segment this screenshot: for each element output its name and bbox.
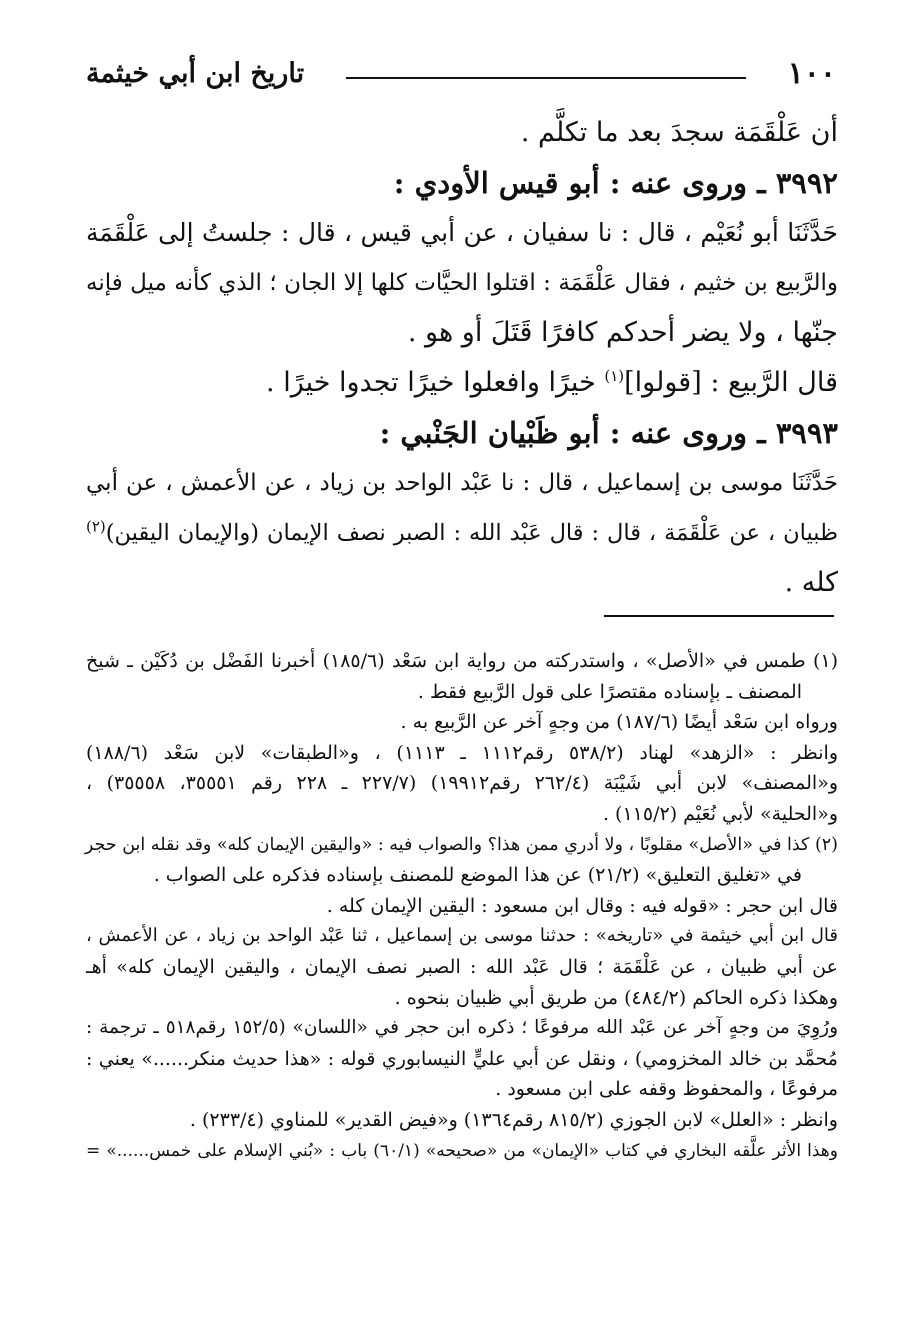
footnote-line: وانظر : «الزهد» لهناد (٥٣٨/٢ رقم١١١٢ ـ ١١١٣) ، و«الطبقات» لابن سَعْد (١٨٨/٦): [86, 741, 838, 764]
narration-heading: ٣٩٩٢ ـ وروى عنه : أبو قيس الأودي :: [393, 166, 838, 200]
page-header: [86, 52, 836, 96]
text-line: كله .: [784, 567, 838, 598]
footnote-line: (٢) كذا في «الأصل» مقلوبًا ، ولا أدري ممن هذا؟ والصواب فيه : «واليقين الإيمان كله» وقد نقله ابن حجر: [84, 834, 838, 855]
text-line: حَدَّثَنَا أبو نُعَيْم ، قال : نا سفيان ، عن أبي قيس ، قال : جلستُ إلى عَلْقَمَة: [86, 218, 838, 247]
text-line: [86, 358, 838, 408]
footnote-line: المصنف ـ بإسناده مقتصرًا على قول الرَّبيع فقط .: [417, 680, 802, 703]
footnote-line: و«المصنف» لابن أبي شَيْبَة (٢٦٢/٤ رقم١٩٩١٢) (٢٢٧/٧ ـ ٢٢٨ رقم ٣٥٥٥١، ٣٥٥٥٨) ،: [86, 772, 839, 795]
main-text: [86, 108, 838, 608]
header-rule: [346, 77, 746, 79]
text-line: حَدَّثَنَا موسى بن إسماعيل ، قال : نا عَبْد الواحد بن زياد ، عن الأعمش ، عن أبي: [86, 470, 838, 496]
footnote-line: مُحمَّد بن خالد المخزومي) ، ونقل عن أبي عليٍّ النيسابوري قوله : «هذا حديث منكر......» يعني :: [86, 1047, 838, 1070]
footnote-separator: [604, 615, 834, 617]
footnote-line: ورواه ابن سَعْد أيضًا (١٨٧/٦) من وجهٍ آخر عن الرَّبيع به .: [400, 711, 838, 734]
text-line: جنّها ، ولا يضر أحدكم كافرًا قَتَلَ أو هو .: [407, 317, 838, 348]
footnote-marker: (٢): [86, 517, 106, 536]
footnote-line: قال ابن حجر : «قوله فيه : وقال ابن مسعود : اليقين الإيمان كله .: [326, 894, 838, 917]
footnote-line: في «تغليق التعليق» (٢١/٢) عن هذا الموضع للمصنف بإسناده فذكره على الصواب .: [153, 864, 802, 887]
page-number: ١٠٠: [787, 56, 836, 91]
footnote-marker: (١): [604, 367, 625, 385]
footnote-line: وهذا الأثر علَّقه البخاري في كتاب «الإيمان» من «صحيحه» (٦٠/١) باب : «بُني الإسلام على خمس......» =: [86, 1140, 838, 1161]
footnote-line: وهكذا ذكره الحاكم (٤٨٤/٢) من طريق أبي ظبيان بنحوه .: [394, 986, 838, 1009]
footnotes: [86, 646, 838, 1166]
text-segment: قال الرَّبيع : [قولوا]: [624, 367, 838, 398]
footnote-line: عن أبي ظبيان ، عن عَلْقَمَة ؛ قال عَبْد الله : الصبر نصف الإيمان ، واليقين الإيمان كله» أهـ: [86, 955, 838, 978]
text-line: [86, 508, 838, 558]
text-segment: خيرًا وافعلوا خيرًا تجدوا خيرًا .: [266, 367, 596, 398]
footnote-line: وانظر : «العلل» لابن الجوزي (٨١٥/٢ رقم١٣٦٤) و«فيض القدير» للمناوي (٢٣٣/٤) .: [189, 1108, 838, 1131]
narration-heading: ٣٩٩٣ ـ وروى عنه : أبو ظَبْيان الجَنْبي :: [379, 416, 838, 450]
book-title: تاريخ ابن أبي خيثمة: [86, 58, 305, 89]
footnote-line: (١) طمس في «الأصل» ، واستدركته من رواية ابن سَعْد (١٨٥/٦) أخبرنا الفَضْل بن دُكَيْن ـ شيخ: [86, 650, 838, 672]
text-line: والرَّبيع بن خثيم ، فقال عَلْقَمَة : اقتلوا الحيَّات كلها إلا الجان ؛ الذي كأنه ميل فإنه: [86, 270, 838, 296]
text-segment: ظبيان ، عن عَلْقَمَة ، قال : قال عَبْد الله : الصبر نصف الإيمان (والإيمان اليقين): [105, 520, 838, 546]
text-line: أن عَلْقَمَة سجدَ بعد ما تكلَّم .: [520, 117, 838, 148]
footnote-line: مرفوعًا ، والمحفوظ وقفه على ابن مسعود .: [495, 1078, 838, 1101]
footnote-line: و«الحلية» لأبي نُعَيْم (١١٥/٢) .: [602, 802, 838, 825]
footnote-line: ورُوِيَ من وجهٍ آخر عن عَبْد الله مرفوعًا ؛ ذكره ابن حجر في «اللسان» (١٥٢/٥ رقم٥١٨ ـ ترجمة :: [86, 1017, 839, 1039]
footnote-line: قال ابن أبي خيثمة في «تاريخه» : حدثنا موسى بن إسماعيل ، ثنا عَبْد الواحد بن زياد ، عن الأعمش ،: [86, 925, 838, 947]
